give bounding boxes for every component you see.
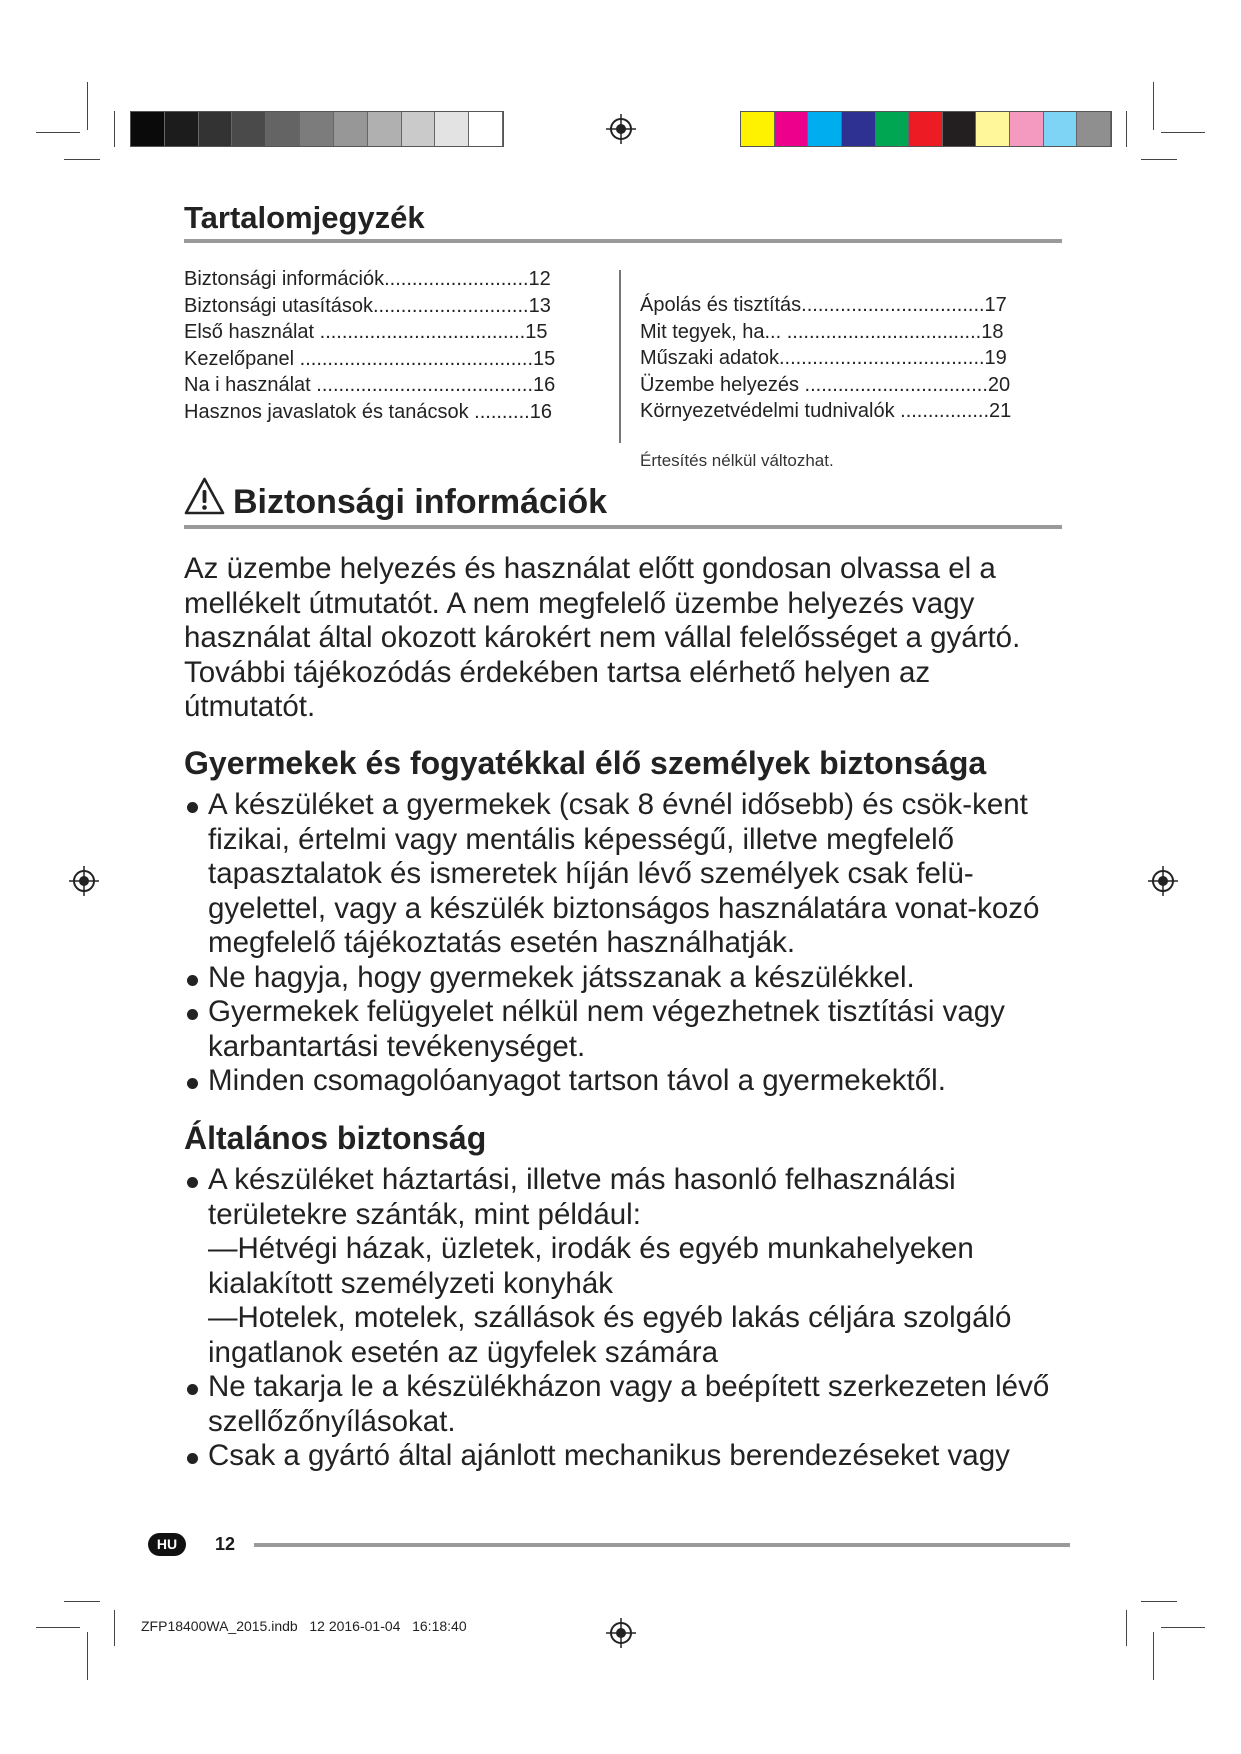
calibration-swatch xyxy=(165,112,199,146)
language-code: HU xyxy=(156,1536,178,1552)
warning-triangle-icon xyxy=(183,476,226,516)
list-item: Ne takarja le a készülékházon vagy a beépített szerkezeten lévő szellőzőnyílásokat. xyxy=(184,1370,1064,1439)
language-badge xyxy=(148,1533,186,1556)
toc-title: Tartalomjegyzék xyxy=(184,200,425,235)
calibration-swatch xyxy=(741,112,775,146)
toc-left-column xyxy=(184,266,555,425)
children-safety-list xyxy=(184,788,1064,1099)
calibration-swatch xyxy=(435,112,469,146)
calibration-swatch xyxy=(775,112,809,146)
list-item: A készüléket a gyermekek (csak 8 évnél idősebb) és csök-kent fizikai, értelmi vagy mentális képességű, illetve megfelelő tapasztalatok és ismeretek híján lévő személyek csak felü-gyelettel, vagy a készülék biztonságos használatára vonat-kozó megfelelő tájékoztatás esetén használhatják. xyxy=(184,788,1064,961)
toc-column-divider xyxy=(619,270,621,443)
grayscale-calibration-bar xyxy=(130,111,504,147)
toc-entry[interactable]: Környezetvédelmi tudnivalók ................21 xyxy=(640,400,1012,422)
calibration-swatch xyxy=(199,112,233,146)
children-safety-heading: Gyermekek és fogyatékkal élő személyek biztonsága xyxy=(184,745,987,781)
color-calibration-bar xyxy=(740,111,1112,147)
page-number: 12 xyxy=(215,1534,236,1554)
calibration-swatch xyxy=(808,112,842,146)
registration-mark-icon xyxy=(1148,866,1178,896)
calibration-swatch xyxy=(266,112,300,146)
toc-notice: Értesítés nélkül változhat. xyxy=(640,451,834,470)
general-safety-heading: Általános biztonság xyxy=(184,1120,487,1156)
calibration-swatch xyxy=(1010,112,1044,146)
toc-entry[interactable]: Kezelőpanel ..........................................15 xyxy=(184,347,556,370)
list-item: Gyermekek felügyelet nélkül nem végezhetnek tisztítási vagy karbantartási tevékenységet. xyxy=(184,995,1064,1064)
list-subitem: —Hotelek, motelek, szállások és egyéb lakás céljára szolgáló ingatlanok esetén az ügyfelek számára xyxy=(208,1301,1012,1369)
calibration-swatch xyxy=(368,112,402,146)
general-safety-list xyxy=(184,1163,1064,1474)
calibration-swatch xyxy=(1077,112,1111,146)
calibration-swatch xyxy=(909,112,943,146)
toc-entry[interactable]: Mit tegyek, ha... ...................................18 xyxy=(640,320,1004,343)
toc-entry[interactable]: Első használat .....................................15 xyxy=(184,321,548,343)
list-item: Csak a gyártó által ajánlott mechanikus berendezéseket vagy xyxy=(184,1439,1064,1474)
calibration-swatch xyxy=(842,112,876,146)
list-item-text: A készüléket háztartási, illetve más hasonló felhasználási területekre szánták, mint például: xyxy=(208,1163,956,1231)
list-item: Ne hagyja, hogy gyermekek játsszanak a készülékkel. xyxy=(184,961,1064,996)
safety-intro: Az üzembe helyezés és használat előtt gondosan olvassa el a mellékelt útmutatót. A nem megfelelő üzembe helyezés vagy használat által okozott károkért nem vállal felelősséget a gyártó. További tájékozódás érdekében tartsa elérhető helyen az útmutatót. xyxy=(184,552,1021,723)
toc-right-column xyxy=(640,292,1011,425)
calibration-swatch xyxy=(334,112,368,146)
calibration-swatch xyxy=(300,112,334,146)
calibration-swatch xyxy=(232,112,266,146)
list-item xyxy=(184,1163,1064,1370)
print-slug: ZFP18400WA_2015.indb 12 2016-01-04 16:18:40 xyxy=(141,1618,467,1634)
registration-mark-icon xyxy=(606,1618,636,1648)
toc-entry[interactable]: Műszaki adatok.....................................19 xyxy=(640,347,1007,369)
calibration-swatch xyxy=(131,112,165,146)
footer-rule xyxy=(254,1543,1070,1547)
toc-entry[interactable]: Üzembe helyezés .................................20 xyxy=(640,373,1011,396)
calibration-swatch xyxy=(876,112,910,146)
registration-mark-icon xyxy=(606,114,636,144)
calibration-swatch xyxy=(469,112,503,146)
toc-entry[interactable]: Biztonsági utasítások............................13 xyxy=(184,294,551,317)
safety-title: Biztonsági információk xyxy=(233,483,608,521)
toc-entry[interactable]: Hasznos javaslatok és tanácsok ..........16 xyxy=(184,400,552,423)
toc-title-rule xyxy=(184,239,1062,243)
calibration-swatch xyxy=(1044,112,1078,146)
calibration-swatch xyxy=(976,112,1010,146)
toc-entry[interactable]: Na i használat .......................................16 xyxy=(184,374,556,396)
registration-mark-icon xyxy=(69,866,99,896)
calibration-swatch xyxy=(402,112,436,146)
toc-entry[interactable]: Biztonsági információk..........................12 xyxy=(184,268,551,290)
list-subitem: —Hétvégi házak, üzletek, irodák és egyéb munkahelyeken kialakított személyzeti konyhák xyxy=(208,1232,974,1300)
calibration-swatch xyxy=(943,112,977,146)
toc-entry[interactable]: Ápolás és tisztítás.................................17 xyxy=(640,294,1007,316)
list-item: Minden csomagolóanyagot tartson távol a gyermekektől. xyxy=(184,1064,1064,1099)
safety-title-rule xyxy=(184,525,1062,529)
